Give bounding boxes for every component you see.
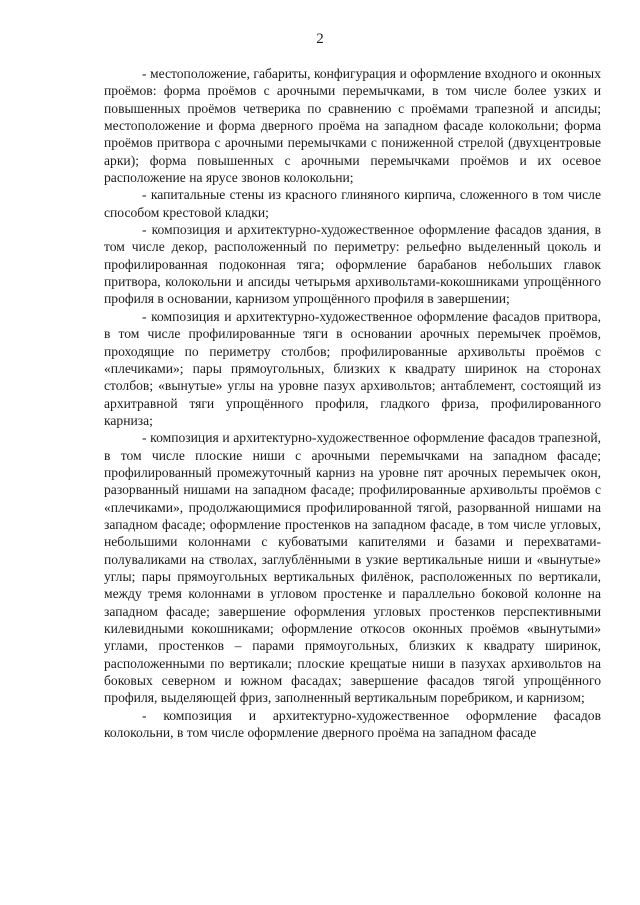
paragraph-walls: - капитальные стены из красного глиняного кирпича, сложенного в том числе способом крестовой кладки; (104, 187, 601, 220)
paragraph-porch-facades: - композиция и архитектурно-художественное оформление фасадов притвора, в том числе профилированные тяги в основании арочных перемычек проёмов, проходящие по периметру столбов; профилированные архивольты проёмов с «плечиками»; пары прямоугольных, близких к квадрату ширинок на сторонах столбов; «вынутые» углы на уровне пазух архивольтов; антаблемент, состоящий из архитравной тяги упрощённого профиля, гладкого фриза, профилированного карниза; (104, 308, 601, 428)
document-body (104, 65, 601, 741)
paragraph-refectory-facades: - композиция и архитектурно-художественное оформление фасадов трапезной, в том числе плоские ниши с арочными перемычками на западном фасаде; профилированный промежуточный карниз на уровне пят арочных перемычек окон, разорванный нишами на западном фасаде; профилированные архивольты проёмов с «плечиками», продолжающимися профилированной тягой, разорванной нишами на западном фасаде; оформление простенков на западном фасаде, в том числе угловых, небольшими колоннами с кубоватыми капителями и базами и перехватами-полуваликами на стволах, заглублёнными в узкие вертикальные ниши и «вынутые» углы; пары прямоугольных вертикальных филёнок, расположенных по вертикали, между тремя колоннами в угловом простенке и параллельно боковой колонне на западном фасаде; завершение оформления угловых простенков перспективными килевидными кокошниками; оформление откосов оконных проёмов «вынутыми» углами, простенков – парами прямоугольных, близких к квадрату ширинок, расположенными по вертикали; плоские крещатые ниши в пазухах архивольтов на боковых северном и южном фасадах; завершение фасадов тягой упрощённого профиля, выделяющей фриз, заполненный вертикальным поребриком, и карнизом; (104, 430, 601, 706)
paragraph-belltower-facades: - композиция и архитектурно-художественное оформление фасадов колокольни, в том числе оформление дверного проёма на западном фасаде (104, 707, 601, 741)
paragraph-openings: - местоположение, габариты, конфигурация и оформление входного и оконных проёмов: форма проёмов с арочными перемычками, в том числе более узких и повышенных проёмов четверика по сравнению с проёмами трапезной и апсиды; местоположение и форма дверного проёма на западном фасаде колокольни; форма проёмов притвора с арочными перемычками с пониженной стрелой (двухцентровые арки); форма повышенных с арочными перемычками проёмов и их осевое расположение на ярусе звонов колокольни; (104, 66, 601, 186)
paragraph-facades-decor: - композиция и архитектурно-художественное оформление фасадов здания, в том числе декор, расположенный по периметру: рельефно выделенный цоколь и профилированная подоконная тяга; оформление барабанов небольших главок притвора, колокольни и апсиды четырьмя архивольтами-кокошниками упрощённого профиля в основании, карнизом упрощённого профиля в завершении; (104, 222, 601, 307)
page-number: 2 (316, 31, 324, 47)
